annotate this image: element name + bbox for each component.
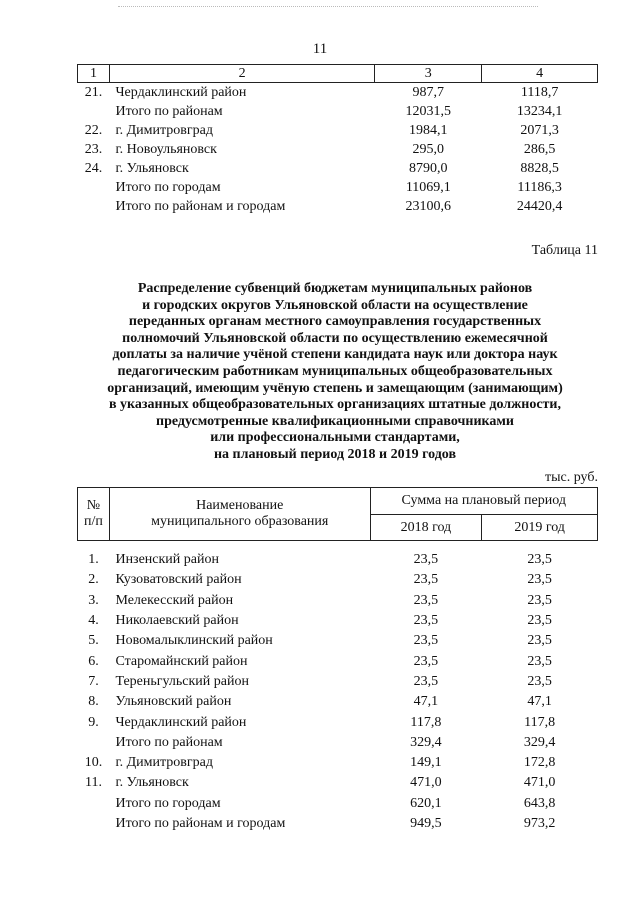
title-line: Распределение субвенций бюджетам муниципальных районов — [137, 281, 533, 296]
table-row — [78, 753, 598, 773]
page-number: 11 — [312, 41, 328, 57]
municipality-name: Итого по районам и городам — [115, 198, 286, 214]
municipality-name: Итого по районам — [115, 103, 223, 119]
title-line: полномочий Ульяновской области по осуществлению ежемесячной — [122, 330, 548, 346]
municipality-name: г. Ульяновск — [115, 775, 189, 791]
title-line: в указанных общеобразовательных организациях штатные должности, — [109, 397, 561, 413]
row-number — [78, 197, 110, 216]
value-cell: 47,1 — [527, 694, 552, 710]
value-cell: 2071,3 — [520, 122, 559, 138]
row-number: 24. — [84, 160, 103, 176]
column-header: 2 — [109, 65, 374, 83]
name-header-line: Наименование — [196, 498, 284, 513]
row-number — [78, 178, 110, 197]
value-cell: 295,0 — [412, 141, 445, 157]
name-column-header — [109, 488, 370, 541]
sum-column-header: Сумма на плановый период — [370, 488, 597, 515]
row-number — [78, 814, 110, 834]
value-cell: 23,5 — [413, 653, 439, 669]
row-number — [78, 794, 110, 814]
table-row — [78, 631, 598, 651]
row-number: 3. — [88, 592, 99, 608]
value-cell: 8828,5 — [520, 160, 559, 176]
municipality-name: Кузоватовский район — [115, 572, 242, 588]
table-row — [78, 712, 598, 732]
municipality-name: Ульяновский район — [115, 694, 232, 710]
row-number: 9. — [88, 714, 99, 730]
table-title — [70, 281, 600, 464]
row-number: 2. — [88, 572, 99, 588]
municipality-name: Николаевский район — [115, 613, 239, 629]
row-number: 7. — [88, 673, 99, 689]
value-cell: 949,5 — [410, 816, 442, 831]
table-row — [78, 83, 598, 103]
column-header: 1 — [78, 65, 110, 83]
municipality-name: Новомалыклинский район — [115, 633, 273, 649]
municipality-name: Инзенский район — [115, 552, 219, 568]
row-number: 5. — [88, 633, 99, 649]
value-cell: 172,8 — [523, 755, 556, 771]
table-row — [78, 121, 598, 140]
value-cell: 23,5 — [527, 572, 552, 588]
row-number: 8. — [88, 694, 99, 710]
table-label: Таблица 11 — [531, 243, 598, 258]
name-header-line: муниципального образования — [151, 514, 329, 529]
row-number: 10. — [84, 755, 103, 771]
year-2019-header: 2019 год — [482, 515, 598, 541]
municipality-name: Итого по районам и городам — [115, 816, 286, 831]
title-line: доплаты за наличие учёной степени кандидата наук или доктора наук — [112, 347, 558, 363]
table-row — [78, 773, 598, 793]
value-cell: 12031,5 — [405, 103, 452, 119]
year-2018-header: 2018 год — [370, 515, 482, 541]
value-cell: 24420,4 — [516, 198, 563, 214]
value-cell: 23,5 — [527, 592, 552, 608]
column-header: 3 — [375, 65, 482, 83]
value-cell: 23,5 — [413, 552, 439, 568]
municipality-name: Чердаклинский район — [115, 84, 247, 100]
municipality-name: г. Ульяновск — [115, 160, 189, 176]
table-row — [78, 591, 598, 611]
value-cell: 117,8 — [524, 714, 556, 730]
continued-table-body — [78, 83, 598, 217]
value-cell: 329,4 — [523, 734, 556, 750]
value-cell: 471,0 — [523, 775, 556, 791]
value-cell: 987,7 — [412, 84, 445, 100]
row-number: 11. — [84, 775, 102, 791]
value-cell: 23,5 — [413, 592, 439, 608]
value-cell: 117,8 — [410, 714, 442, 730]
value-cell: 23,5 — [527, 673, 552, 689]
municipality-name: Старомайнский район — [115, 653, 248, 669]
municipality-name: Итого по городам — [115, 795, 221, 811]
value-cell: 620,1 — [410, 795, 442, 811]
title-line: и городских округов Ульяновской области на осуществление — [142, 297, 528, 313]
value-cell: 23,5 — [527, 633, 552, 649]
total-row — [78, 197, 598, 216]
table-row — [78, 651, 598, 671]
municipality-name: Итого по районам — [115, 734, 223, 750]
row-number: 4. — [88, 613, 99, 629]
value-cell: 11069,1 — [405, 179, 451, 195]
table-row — [78, 550, 598, 570]
total-row — [78, 814, 598, 834]
table-row — [78, 611, 598, 631]
municipality-name: Тереньгульский район — [115, 673, 249, 689]
value-cell: 23,5 — [413, 572, 439, 588]
units-label: тыс. руб. — [545, 470, 598, 485]
subvention-table — [77, 487, 598, 834]
row-number: 1. — [88, 552, 99, 568]
title-line: переданных органам местного самоуправления государственных — [128, 314, 542, 330]
municipality-name: Итого по городам — [115, 179, 221, 195]
title-line: организаций, имеющим учёную степень и замещающим (занимающим) — [107, 380, 563, 396]
title-line: на плановый период 2018 и 2019 годов — [213, 446, 457, 462]
table-row — [78, 570, 598, 590]
header-row — [78, 488, 598, 515]
value-cell: 1984,1 — [409, 122, 448, 138]
row-number: 6. — [88, 653, 99, 669]
subvention-table-body — [78, 541, 598, 835]
table-row — [78, 692, 598, 712]
total-row — [78, 178, 598, 197]
total-row — [78, 733, 598, 753]
value-cell: 973,2 — [523, 816, 556, 831]
value-cell: 471,0 — [410, 775, 442, 791]
value-cell: 643,8 — [523, 795, 556, 811]
total-row — [78, 794, 598, 814]
number-column-header — [78, 488, 110, 541]
table-row — [78, 672, 598, 692]
number-header-line: № — [86, 498, 101, 513]
row-number — [78, 102, 110, 121]
row-number: 23. — [84, 141, 103, 157]
column-header: 4 — [482, 65, 598, 83]
spacer-row — [78, 541, 598, 551]
value-cell: 23,5 — [413, 633, 439, 649]
municipality-name: г. Новоульяновск — [115, 141, 217, 157]
value-cell: 47,1 — [413, 694, 439, 710]
municipality-name: г. Димитровград — [115, 755, 213, 771]
scan-artifact-line — [118, 6, 538, 9]
row-number: 21. — [84, 84, 103, 100]
continued-table — [77, 64, 598, 216]
value-cell: 13234,1 — [516, 103, 563, 119]
value-cell: 23,5 — [527, 653, 552, 669]
value-cell: 11186,3 — [517, 179, 562, 195]
row-number: 22. — [84, 122, 103, 138]
title-line: педагогическим работникам муниципальных общеобразовательных — [117, 363, 553, 379]
total-row — [78, 102, 598, 121]
row-number — [78, 733, 110, 753]
municipality-name: Чердаклинский район — [115, 714, 247, 730]
municipality-name: г. Димитровград — [115, 122, 213, 138]
value-cell: 8790,0 — [409, 160, 448, 176]
title-line: или профессиональными стандартами, — [210, 430, 460, 446]
value-cell: 1118,7 — [520, 84, 559, 100]
number-header-line: п/п — [84, 514, 103, 529]
value-cell: 286,5 — [523, 141, 556, 157]
value-cell: 329,4 — [410, 734, 442, 750]
value-cell: 23,5 — [413, 673, 439, 689]
value-cell: 23,5 — [527, 552, 552, 568]
municipality-name: Мелекесский район — [115, 592, 234, 608]
value-cell: 23100,6 — [405, 198, 452, 214]
column-number-header-row — [78, 65, 598, 83]
value-cell: 23,5 — [527, 613, 552, 629]
table-row — [78, 159, 598, 178]
value-cell: 23,5 — [413, 613, 439, 629]
table-row — [78, 140, 598, 159]
value-cell: 149,1 — [410, 755, 442, 771]
title-line: предусмотренные квалификационными справочниками — [156, 413, 514, 429]
